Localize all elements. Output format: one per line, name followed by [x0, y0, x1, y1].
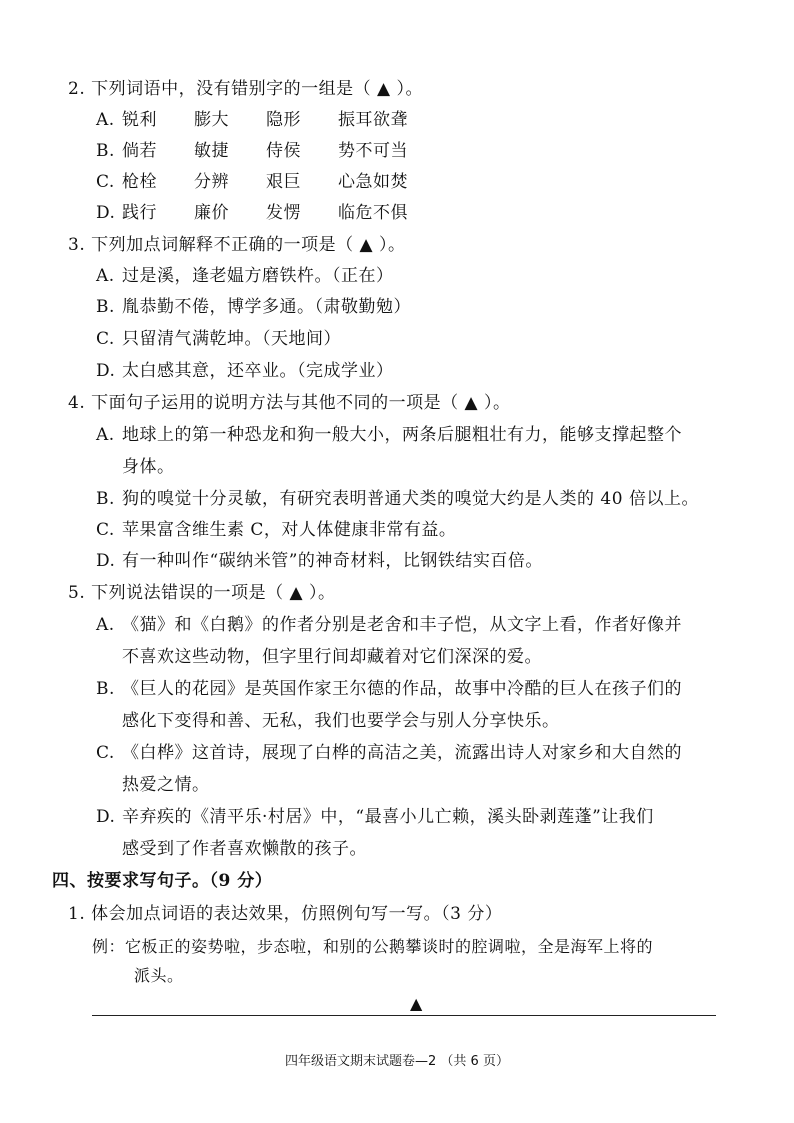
option-text: 过是溪，逢老媪方磨铁杵。（正在） [122, 266, 394, 286]
option-word: 振耳欲聋 [338, 110, 408, 130]
option-label: C. [96, 329, 115, 349]
option-word: 膨大 [194, 110, 229, 130]
option-text: 《白桦》这首诗，展现了白桦的高洁之美，流露出诗人对家乡和大自然的 [122, 743, 682, 763]
option-label: D. [96, 203, 116, 223]
option-label: A. [96, 425, 115, 445]
q2-stem: 2. 下列词语中，没有错别字的一组是（ ▲ ）。 [68, 79, 424, 99]
q4-option-c[interactable] [96, 519, 456, 541]
q2-option-a[interactable] [96, 109, 408, 131]
option-text: 苹果富含维生素 C，对人体健康非常有益。 [122, 520, 457, 540]
q4-stem: 4. 下面句子运用的说明方法与其他不同的一项是（ ▲ ）。 [68, 393, 511, 413]
option-text: 《巨人的花园》是英国作家王尔德的作品，故事中冷酷的巨人在孩子们的 [122, 679, 682, 699]
q5-option-a[interactable] [96, 614, 682, 636]
example-sentence-continued: 派头。 [134, 966, 184, 985]
q2-option-d[interactable] [96, 202, 408, 224]
option-word: 隐形 [266, 110, 301, 130]
page-footer: 四年级语文期末试题卷—2 （共 6 页） [285, 1054, 509, 1069]
option-word: 敏捷 [194, 141, 229, 161]
option-label: C. [96, 743, 115, 763]
q3-option-d[interactable] [96, 360, 394, 382]
option-word: 倘若 [122, 141, 157, 161]
option-label: A. [96, 266, 115, 286]
q5-option-d-continued: 感受到了作者喜欢懒散的孩子。 [122, 839, 367, 859]
option-word: 践行 [122, 203, 157, 223]
q5-option-b-continued: 感化下变得和善、无私，我们也要学会与别人分享快乐。 [122, 711, 560, 731]
q3-stem: 3. 下列加点词解释不正确的一项是（ ▲ ）。 [68, 235, 406, 255]
option-text: 狗的嗅觉十分灵敏，有研究表明普通犬类的嗅觉大约是人类的 40 倍以上。 [122, 489, 699, 509]
q3-option-b[interactable] [96, 296, 411, 318]
q5-option-c-continued: 热爱之情。 [122, 775, 210, 795]
q4-option-a[interactable] [96, 424, 682, 446]
option-word: 势不可当 [338, 141, 408, 161]
option-text: 有一种叫作“碳纳米管”的神奇材料，比钢铁结实百倍。 [122, 551, 543, 571]
section-4-title: 四、按要求写句子。（9 分） [52, 871, 273, 891]
option-label: B. [96, 679, 115, 699]
q5-option-c[interactable] [96, 742, 682, 764]
option-word: 侍侯 [266, 141, 301, 161]
option-label: D. [96, 807, 116, 827]
option-word: 发愣 [266, 203, 301, 223]
option-text: 太白感其意，还卒业。（完成学业） [122, 361, 394, 381]
q5-option-d[interactable] [96, 806, 654, 828]
q5-option-a-continued: 不喜欢这些动物，但字里行间却藏着对它们深深的爱。 [122, 647, 542, 667]
q3-option-a[interactable] [96, 265, 394, 287]
q5-option-b[interactable] [96, 678, 682, 700]
option-label: B. [96, 489, 115, 509]
option-label: B. [96, 297, 115, 317]
q4-option-b[interactable] [96, 488, 699, 510]
option-label: B. [96, 141, 115, 161]
q4-option-d[interactable] [96, 550, 543, 572]
option-label: A. [96, 615, 115, 635]
option-word: 分辨 [194, 172, 229, 192]
answer-line[interactable] [92, 1015, 716, 1016]
option-word: 临危不俱 [338, 203, 408, 223]
q5-stem: 5. 下列说法错误的一项是（ ▲ ）。 [68, 583, 336, 603]
section-4-q1-stem: 1. 体会加点词语的表达效果，仿照例句写一写。（3 分） [68, 904, 503, 924]
option-label: D. [96, 551, 116, 571]
option-word: 心急如焚 [338, 172, 408, 192]
option-word: 锐利 [122, 110, 157, 130]
option-word: 艰巨 [266, 172, 301, 192]
option-label: C. [96, 172, 115, 192]
q4-option-a-continued: 身体。 [122, 457, 175, 477]
option-label: D. [96, 361, 116, 381]
answer-marker-icon: ▲ [410, 994, 423, 1013]
option-label: A. [96, 110, 115, 130]
option-text: 辛弃疾的《清平乐·村居》中，“最喜小儿亡赖，溪头卧剥莲蓬”让我们 [122, 807, 654, 827]
option-text: 胤恭勤不倦，博学多通。（肃敬勤勉） [122, 297, 411, 317]
option-text: 只留清气满乾坤。（天地间） [122, 329, 341, 349]
example-sentence: 例：它板正的姿势啦，步态啦，和别的公鹅攀谈时的腔调啦，全是海军上将的 [92, 937, 654, 956]
q2-option-b[interactable] [96, 140, 408, 162]
q3-option-c[interactable] [96, 328, 341, 350]
q2-option-c[interactable] [96, 171, 408, 193]
option-label: C. [96, 520, 115, 540]
option-word: 枪栓 [122, 172, 157, 192]
option-word: 廉价 [194, 203, 229, 223]
option-text: 《猫》和《白鹅》的作者分别是老舍和丰子恺，从文字上看，作者好像并 [122, 615, 682, 635]
option-text: 地球上的第一种恐龙和狗一般大小，两条后腿粗壮有力，能够支撑起整个 [122, 425, 682, 445]
